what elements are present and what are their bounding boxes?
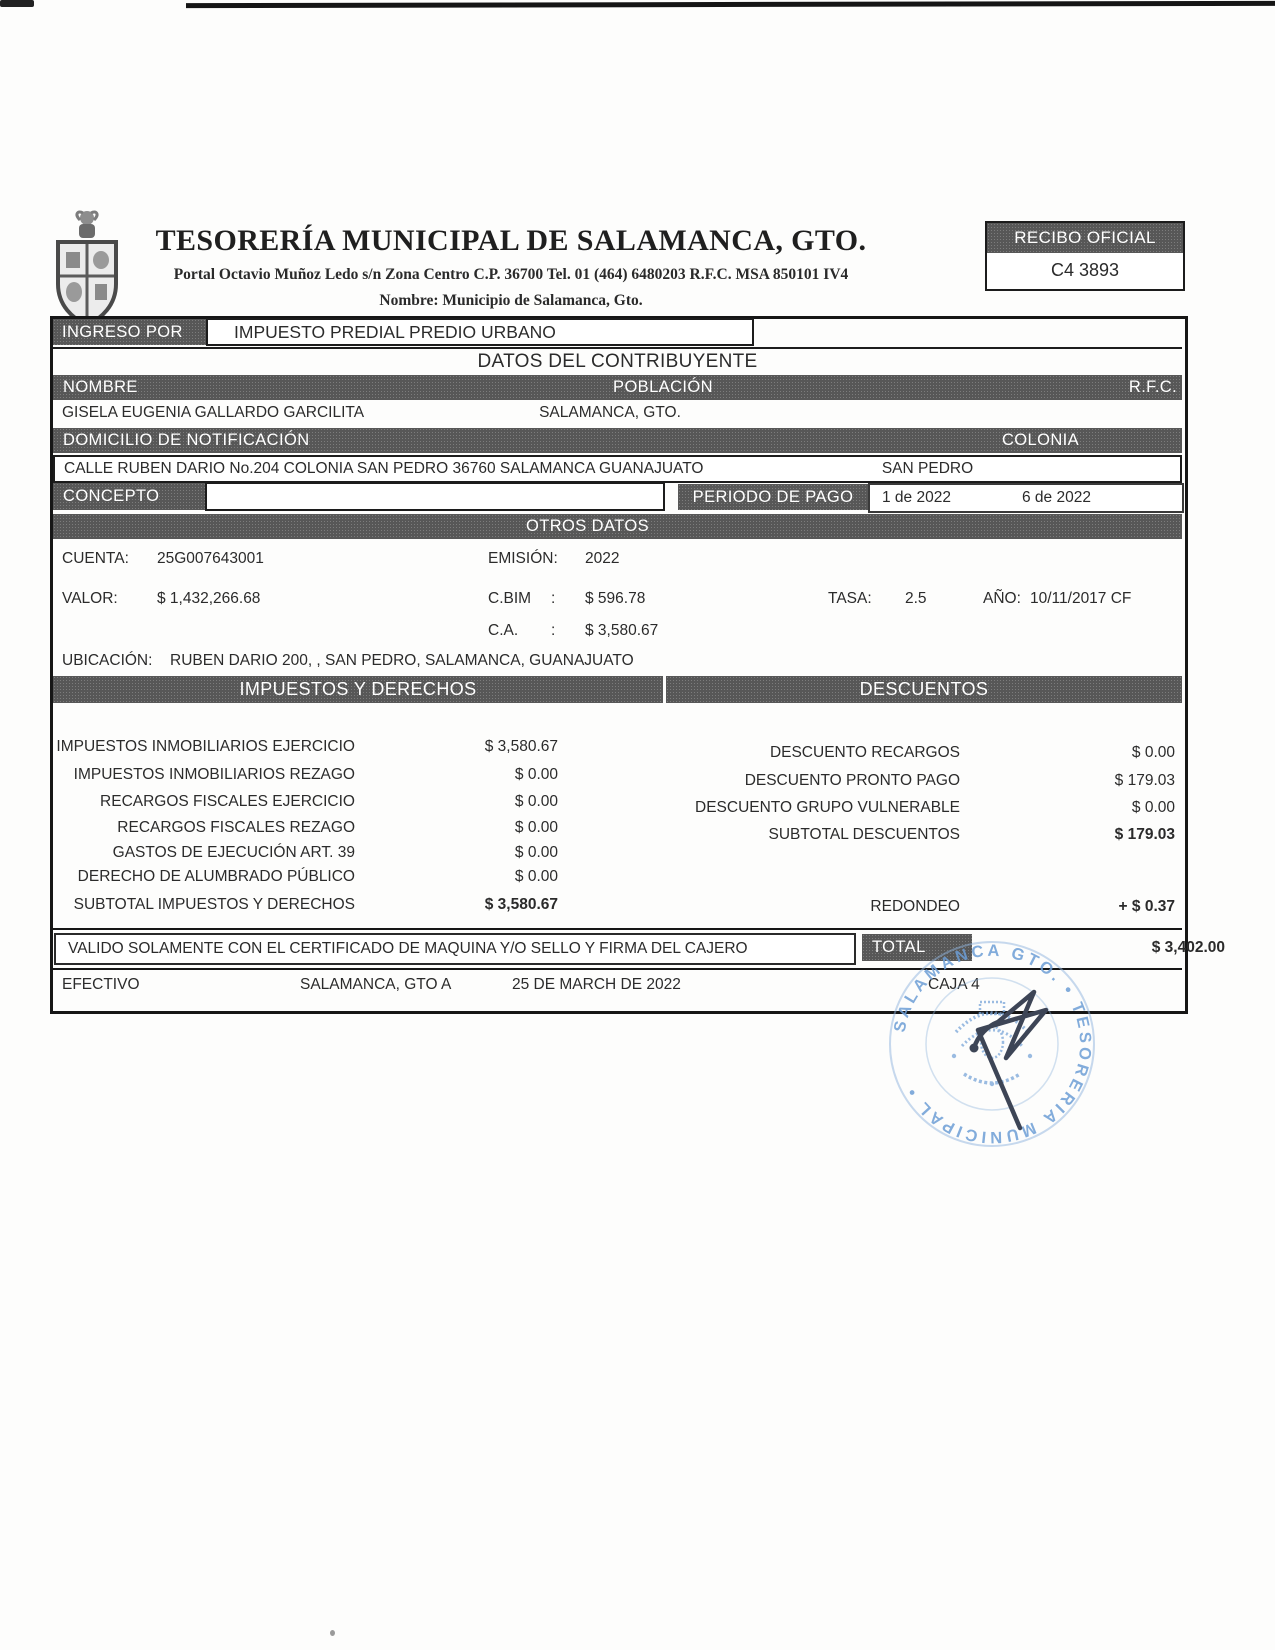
- impuestos-row-value: $ 0.00: [514, 766, 558, 783]
- cbim-value: $ 596.78: [585, 590, 646, 607]
- ca-value: $ 3,580.67: [585, 622, 659, 639]
- tasa-label: TASA:: [828, 590, 872, 607]
- impuestos-row-label: DERECHO DE ALUMBRADO PÚBLICO: [77, 868, 355, 885]
- emision-label: EMISIÓN:: [488, 550, 558, 567]
- section-title-otros-datos: OTROS DATOS: [53, 514, 1182, 539]
- descuentos-row-value: $ 179.03: [1114, 772, 1175, 789]
- scan-speck: [330, 1630, 335, 1636]
- header-title: TESORERÍA MUNICIPAL DE SALAMANCA, GTO.: [155, 224, 867, 257]
- concepto-value-box: [205, 482, 665, 511]
- impuestos-subtotal-value: $ 3,580.67: [484, 896, 558, 913]
- payment-method: EFECTIVO: [62, 976, 140, 993]
- periodo-de-pago-label: PERIODO DE PAGO: [678, 484, 868, 510]
- descuentos-row-value: $ 0.00: [1131, 744, 1175, 761]
- impuestos-row-value: $ 0.00: [514, 868, 558, 885]
- footer-caja: CAJA 4: [928, 976, 980, 993]
- concepto-label: CONCEPTO: [53, 483, 215, 510]
- impuestos-row-label: GASTOS DE EJECUCIÓN ART. 39: [112, 844, 355, 861]
- impuestos-row-label: IMPUESTOS INMOBILIARIOS EJERCICIO: [56, 738, 355, 755]
- header-address-line: Portal Octavio Muñoz Ledo s/n Zona Centro C.P. 36700 Tel. 01 (464) 6480203 R.F.C. MSA 850101 IV4: [173, 266, 849, 283]
- anio-value: 10/11/2017 CF: [1030, 590, 1132, 607]
- descuentos-row-value: $ 0.00: [1131, 799, 1175, 816]
- nombre-value: GISELA EUGENIA GALLARDO GARCILITA: [62, 404, 365, 421]
- impuestos-row-label: RECARGOS FISCALES EJERCICIO: [100, 793, 355, 810]
- colonia-label: COLONIA: [899, 428, 1182, 453]
- poblacion-label: POBLACIÓN: [613, 378, 713, 396]
- periodo-range-box: [868, 483, 1184, 513]
- stamp-inner-ring: [926, 978, 1058, 1110]
- ubicacion-value: RUBEN DARIO 200, , SAN PEDRO, SALAMANCA, GUANAJUATO: [170, 652, 634, 669]
- cbim-label: C.BIM: [488, 590, 532, 607]
- treasury-stamp: [868, 930, 1118, 1165]
- cbim-colon: :: [551, 590, 556, 607]
- stamp-ring-text: SALAMANCA GTO. • TESORERIA MUNICIPAL •: [890, 941, 1095, 1147]
- rfc-label: R.F.C.: [1128, 378, 1178, 396]
- ca-label: C.A.: [488, 622, 519, 639]
- valor-label: VALOR:: [62, 590, 118, 607]
- footer-date: 25 DE MARCH DE 2022: [512, 976, 681, 993]
- cuenta-value: 25G007643001: [157, 550, 264, 567]
- valid-note-text: VALIDO SOLAMENTE CON EL CERTIFICADO DE MAQUINA Y/O SELLO Y FIRMA DEL CAJERO: [68, 940, 748, 957]
- total-amount: $ 3,402.00: [1151, 939, 1225, 956]
- impuestos-row-label: RECARGOS FISCALES REZAGO: [117, 819, 355, 836]
- ubicacion-label: UBICACIÓN:: [62, 652, 153, 669]
- domicilio-row: [53, 455, 1182, 483]
- valid-note-box: [54, 933, 856, 965]
- redondeo-value: + $ 0.37: [1118, 898, 1175, 915]
- impuestos-subtotal-label: SUBTOTAL IMPUESTOS Y DERECHOS: [73, 896, 355, 913]
- ingreso-por-label: INGRESO POR: [53, 319, 212, 345]
- total-label: TOTAL: [862, 934, 972, 961]
- descuentos-row-label: DESCUENTO RECARGOS: [769, 744, 960, 761]
- periodo-desde: 1 de 2022: [882, 489, 951, 506]
- impuestos-row-value: $ 0.00: [514, 844, 558, 861]
- impuestos-row-value: $ 3,580.67: [484, 738, 558, 755]
- ca-colon: :: [551, 622, 556, 639]
- periodo-hasta: 6 de 2022: [1022, 489, 1091, 506]
- impuestos-row-label: IMPUESTOS INMOBILIARIOS REZAGO: [73, 766, 355, 783]
- impuestos-row-value: $ 0.00: [514, 793, 558, 810]
- descuentos-row-label: DESCUENTO PRONTO PAGO: [744, 772, 960, 789]
- official-receipt-number: C4 3893: [1050, 260, 1120, 280]
- domicilio-value: CALLE RUBEN DARIO No.204 COLONIA SAN PEDRO 36760 SALAMANCA GUANAJUATO: [64, 460, 704, 477]
- anio-label: AÑO:: [983, 590, 1021, 607]
- tasa-value: 2.5: [905, 590, 927, 607]
- footer-place: SALAMANCA, GTO A: [300, 976, 452, 993]
- official-receipt-box: [985, 221, 1185, 291]
- official-receipt-label: RECIBO OFICIAL: [987, 223, 1183, 253]
- section-title-contribuyente: DATOS DEL CONTRIBUYENTE: [477, 351, 758, 372]
- municipal-crest-icon: [50, 210, 124, 330]
- header-name-line: Nombre: Municipio de Salamanca, Gto.: [379, 292, 643, 309]
- section-title-descuentos: DESCUENTOS: [666, 676, 1182, 703]
- impuestos-row-value: $ 0.00: [514, 819, 558, 836]
- scan-artifact-corner: [0, 0, 34, 7]
- descuentos-row-label: DESCUENTO GRUPO VULNERABLE: [695, 799, 960, 816]
- ingreso-por-value: IMPUESTO PREDIAL PREDIO URBANO: [206, 318, 754, 346]
- scan-artifact-top-line: [186, 1, 1275, 8]
- colonia-value: SAN PEDRO: [881, 460, 974, 477]
- valor-value: $ 1,432,266.68: [157, 590, 261, 607]
- divider-line: [53, 347, 1182, 349]
- cuenta-label: CUENTA:: [62, 550, 129, 567]
- poblacion-value: SALAMANCA, GTO.: [539, 404, 681, 421]
- contribuyente-header-bar: [53, 375, 1182, 400]
- descuentos-subtotal-value: $ 179.03: [1114, 826, 1175, 843]
- nombre-label: NOMBRE: [63, 378, 138, 396]
- svg-text:SALAMANCA GTO. • TESORERIA MUN: [891, 942, 1095, 1146]
- redondeo-label: REDONDEO: [870, 898, 960, 915]
- descuentos-subtotal-label: SUBTOTAL DESCUENTOS: [768, 826, 960, 843]
- emision-value: 2022: [585, 550, 620, 567]
- domicilio-label: DOMICILIO DE NOTIFICACIÓN: [53, 428, 905, 453]
- section-title-impuestos: IMPUESTOS Y DERECHOS: [53, 676, 663, 703]
